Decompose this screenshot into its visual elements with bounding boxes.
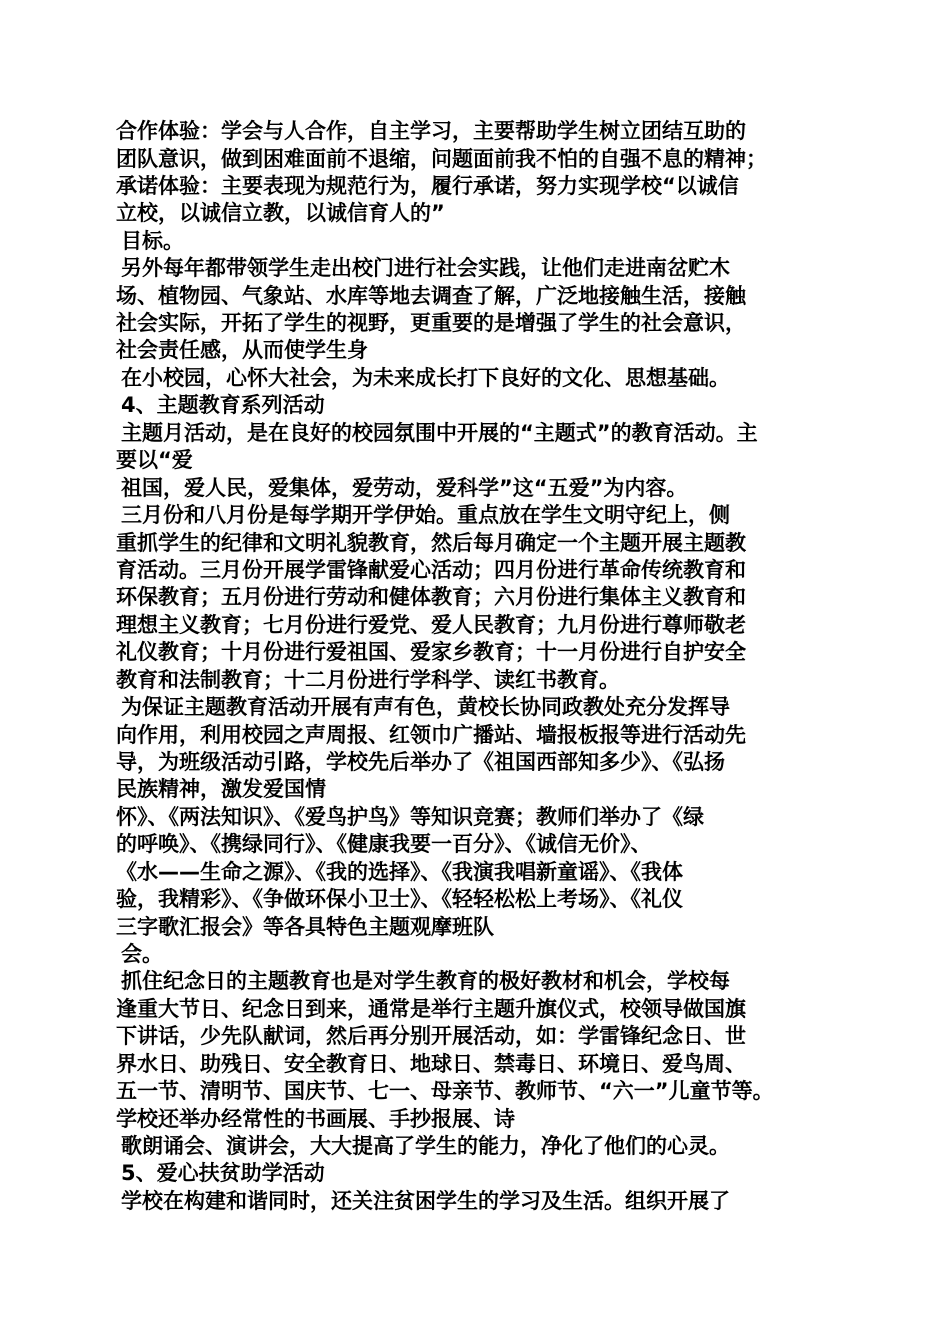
text-line: 歌朗诵会、演讲会，大大提高了学生的能力，净化了他们的心灵。 bbox=[121, 1134, 730, 1158]
text-line: 的呼唤》、《携绿同行》、《健康我要一百分》、《诚信无价》、 bbox=[116, 832, 652, 856]
section-heading: 5、爱心扶贫助学活动 bbox=[121, 1161, 325, 1185]
text-line: 三月份和八月份是每学期开学伊始。重点放在学生文明守纪上，侧 bbox=[121, 503, 730, 527]
text-line: 另外每年都带领学生走出校门进行社会实践，让他们走进南岔贮木 bbox=[121, 256, 730, 280]
text-line: 要以“爱 bbox=[116, 448, 193, 472]
text-line: 环保教育；五月份进行劳动和健体教育；六月份进行集体主义教育和 bbox=[116, 585, 746, 609]
text-line: 会。 bbox=[121, 942, 163, 966]
text-line: 重抓学生的纪律和文明礼貌教育，然后每月确定一个主题开展主题教 bbox=[116, 531, 746, 555]
section-heading: 4、主题教育系列活动 bbox=[121, 393, 325, 417]
text-line: 团队意识，做到困难面前不退缩，问题面前我不怕的自强不息的精神； bbox=[116, 147, 767, 171]
text-line: 导，为班级活动引路，学校先后举办了《祖国西部知多少》、《弘扬 bbox=[116, 750, 725, 774]
text-line: 三字歌汇报会》等各具特色主题观摩班队 bbox=[116, 915, 494, 939]
text-line: 《水——生命之源》、《我的选择》、《我演我唱新童谣》、《我体 bbox=[116, 860, 683, 884]
text-line: 承诺体验：主要表现为规范行为，履行承诺，努力实现学校“以诚信 bbox=[116, 174, 739, 198]
text-line: 主题月活动，是在良好的校园氛围中开展的“主题式”的教育活动。主 bbox=[121, 421, 758, 445]
text-line: 五一节、清明节、国庆节、七一、母亲节、教师节、“六一”儿童节等。 bbox=[116, 1079, 774, 1103]
text-line: 礼仪教育；十月份进行爱祖国、爱家乡教育；十一月份进行自护安全 bbox=[116, 640, 746, 664]
text-line: 下讲话，少先队献词，然后再分别开展活动，如：学雷锋纪念日、世 bbox=[116, 1024, 746, 1048]
text-line: 学校在构建和谐同时，还关注贫困学生的学习及生活。组织开展了 bbox=[121, 1189, 730, 1213]
text-line: 社会实际，开拓了学生的视野，更重要的是增强了学生的社会意识， bbox=[116, 311, 746, 335]
text-line: 验，我精彩》、《争做环保小卫士》、《轻轻松松上考场》、《礼仪 bbox=[116, 887, 683, 911]
text-line: 社会责任感，从而使学生身 bbox=[116, 338, 368, 362]
text-line: 祖国，爱人民，爱集体，爱劳动，爱科学”这“五爱”为内容。 bbox=[121, 476, 688, 500]
text-line: 合作体验：学会与人合作，自主学习，主要帮助学生树立团结互助的 bbox=[116, 119, 746, 143]
text-line: 为保证主题教育活动开展有声有色，黄校长协同政教处充分发挥导 bbox=[121, 695, 730, 719]
text-line: 向作用，利用校园之声周报、红领巾广播站、墙报板报等进行活动先 bbox=[116, 723, 746, 747]
text-line: 育活动。三月份开展学雷锋献爱心活动；四月份进行革命传统教育和 bbox=[116, 558, 746, 582]
text-line: 场、植物园、气象站、水库等地去调查了解，广泛地接触生活，接触 bbox=[116, 284, 746, 308]
text-line: 抓住纪念日的主题教育也是对学生教育的极好教材和机会，学校每 bbox=[121, 969, 730, 993]
text-line: 逢重大节日、纪念日到来，通常是举行主题升旗仪式，校领导做国旗 bbox=[116, 997, 746, 1021]
text-line: 民族精神，激发爱国情 bbox=[116, 777, 326, 801]
text-line: 怀》、《两法知识》、《爱鸟护鸟》等知识竞赛；教师们举办了《绿 bbox=[116, 805, 704, 829]
text-line: 目标。 bbox=[121, 229, 184, 253]
text-line: 教育和法制教育；十二月份进行学科学、读红书教育。 bbox=[116, 668, 620, 692]
text-line: 界水日、助残日、安全教育日、地球日、禁毒日、环境日、爱鸟周、 bbox=[116, 1052, 746, 1076]
text-line: 立校，以诚信立教，以诚信育人的” bbox=[116, 201, 445, 225]
text-line: 在小校园，心怀大社会，为未来成长打下良好的文化、思想基础。 bbox=[121, 366, 730, 390]
text-line: 学校还举办经常性的书画展、手抄报展、诗 bbox=[116, 1107, 515, 1131]
text-line: 理想主义教育；七月份进行爱党、爱人民教育；九月份进行尊师敬老 bbox=[116, 613, 746, 637]
